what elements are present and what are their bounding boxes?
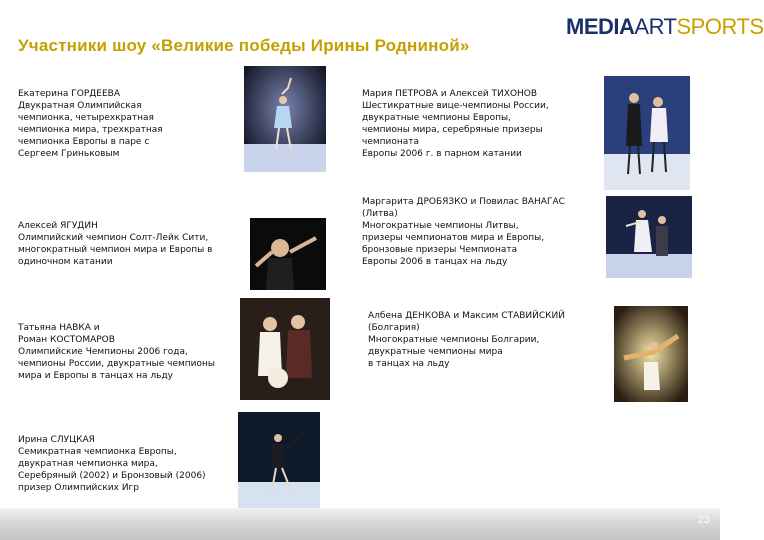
photo-drobyazko-vanagas [606,196,692,278]
footer-bar [0,508,720,540]
skater-text-drobyazko-vanagas: Маргарита ДРОБЯЗКО и Повилас ВАНАГАС (Литва) Многократные чемпионы Литвы, призеры чемпионатов мира и Европы, бронзовые призеры Чемпионата Европы 2006 в танцах на льду [362,197,565,267]
skater-text-yagudin: Алексей ЯГУДИН Олимпийский чемпион Солт-Лейк Сити, многократный чемпион мира и Европы в одиночном катании [18,221,213,267]
photo-slutskaya [238,412,320,508]
page-title: Участники шоу «Великие победы Ирины Родниной» [18,36,470,55]
skater-text-navka-kostomarov: Татьяна НАВКА и Роман КОСТОМАРОВ Олимпийские Чемпионы 2006 года, чемпионы России, двукратные чемпионы мира и Европы в танцах на льду [18,323,216,381]
photo-denkova-staviyskiy [614,306,688,402]
skater-text-denkova-staviyskiy: Албена ДЕНКОВА и Максим СТАВИЙСКИЙ (Болгария) Многократные чемпионы Болгарии, двукратные чемпионы мира в танцах на льду [368,311,565,369]
photo-gordeeva [244,66,326,172]
skater-text-slutskaya: Ирина СЛУЦКАЯ Семикратная чемпионка Европы, двукратная чемпионка мира, Серебряный (2002) и Бронзовый (2006) призер Олимпийских Игр [18,435,206,493]
page-number: 23 [697,514,710,526]
skater-text-gordeeva: Екатерина ГОРДЕЕВА Двукратная Олимпийская чемпионка, четырехкратная чемпионка мира, трехкратная чемпионка Европы в паре с Сергеем Гриньковым [18,89,163,159]
photo-navka-kostomarov [240,298,330,400]
logo: MEDIAARTSPORTS [566,14,764,39]
photo-yagudin [250,218,326,290]
skater-text-petrova-tikhonov: Мария ПЕТРОВА и Алексей ТИХОНОВ Шестикратные вице-чемпионы России, двукратные чемпионы Европы, чемпионы мира, серебряные призеры чемпионата Европы 2006 г. в парном катании [362,89,549,159]
photo-petrova-tikhonov [604,76,690,190]
